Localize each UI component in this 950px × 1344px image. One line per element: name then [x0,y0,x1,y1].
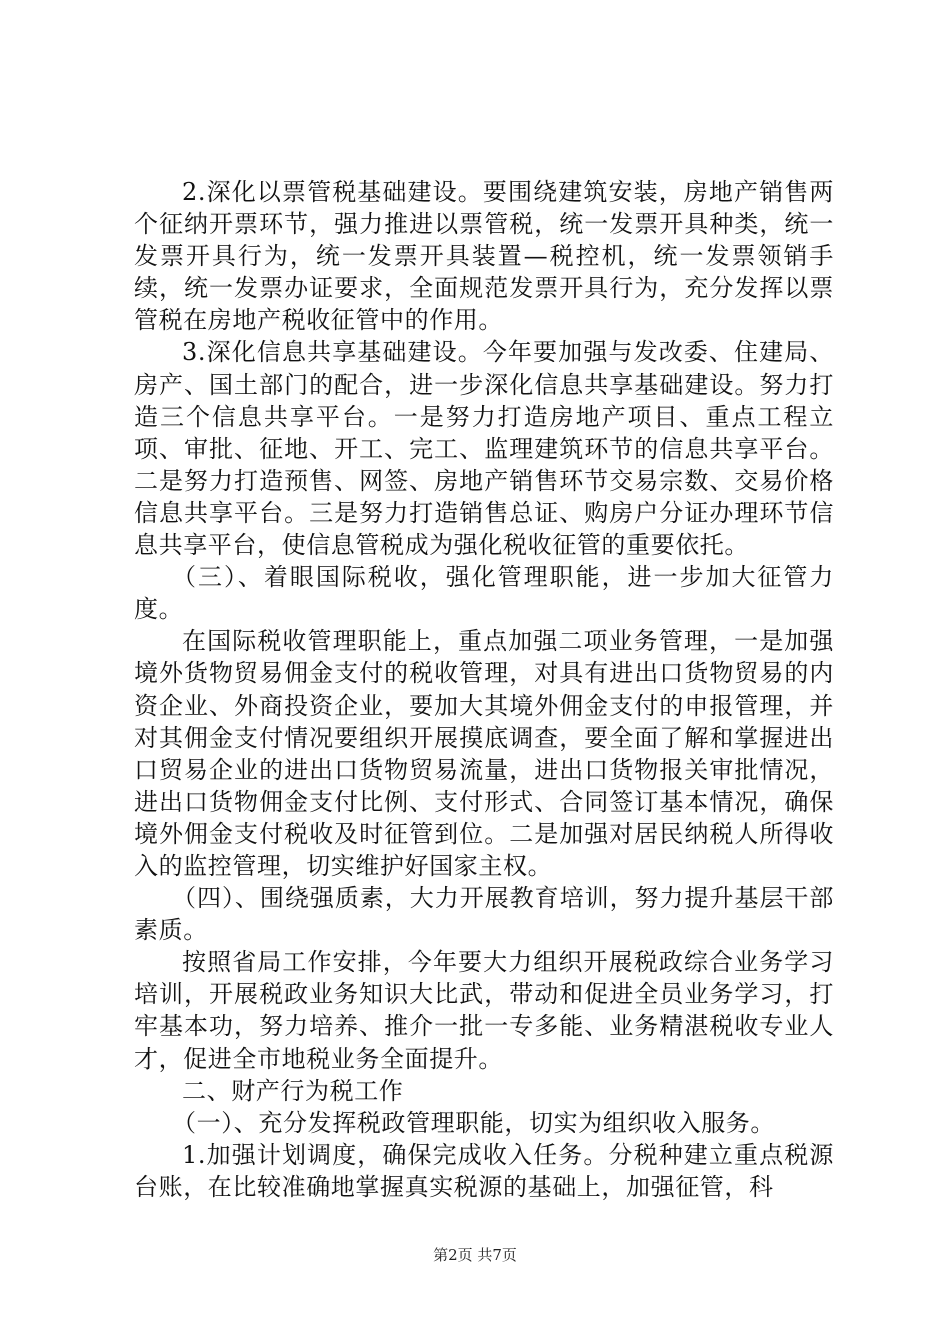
paragraph-plan-scheduling: 1.加强计划调度，确保完成收入任务。分税种建立重点税源台账，在比较准确地掌握真实税源的基础上，加强征管，科 [134,1140,834,1201]
paragraph-training: 按照省局工作安排，今年要大力组织开展税政综合业务学习培训，开展税政业务知识大比武，带动和促进全员业务学习，打牢基本功，努力培养、推介一批一专多能、业务精湛税收专业人才，促进全市地税业务全面提升。 [134,948,834,1073]
section-heading-property-behavior-tax: 二、财产行为税工作 [182,1076,404,1105]
section-heading-training: （四）、围绕强质素，大力开展教育培训，努力提升基层干部素质。 [134,884,834,945]
document-body [134,176,834,1203]
page-number-footer: 第2页 共7页 [433,1246,517,1264]
paragraph-international-tax: 在国际税收管理职能上，重点加强二项业务管理，一是加强境外货物贸易佣金支付的税收管理，对具有进出口货物贸易的内资企业、外商投资企业，要加大其境外佣金支付的申报管理，并对其佣金支付情况要组织开展摸底调查，要全面了解和掌握进出口贸易企业的进出口货物贸易流量，进出口货物报关审批情况，进出口货物佣金支付比例、支付形式、合同签订基本情况，确保境外佣金支付税收及时征管到位。二是加强对居民纳税人所得收入的监控管理，切实维护好国家主权。 [134,627,834,880]
paragraph-invoice-tax-management: 2.深化以票管税基础建设。要围绕建筑安装，房地产销售两个征纳开票环节，强力推进以票管税，统一发票开具种类，统一发票开具行为，统一发票开具装置—税控机，统一发票领销手续，统一发票办证要求，全面规范发票开具行为，充分发挥以票管税在房地产税收征管中的作用。 [134,178,834,335]
paragraph-information-sharing: 3.深化信息共享基础建设。今年要加强与发改委、住建局、房产、国土部门的配合，进一步深化信息共享基础建设。努力打造三个信息共享平台。一是努力打造房地产项目、重点工程立项、审批、征地、开工、完工、监理建筑环节的信息共享平台。二是努力打造预售、网签、房地产销售环节交易宗数、交易价格信息共享平台。三是努力打造销售总证、购房户分证办理环节信息共享平台，使信息管税成为强化税收征管的重要依托。 [134,338,834,560]
section-heading-tax-administration: （一）、充分发挥税政管理职能，切实为组织收入服务。 [172,1108,775,1137]
section-heading-international-tax: （三）、着眼国际税收，强化管理职能，进一步加大征管力度。 [134,563,834,624]
